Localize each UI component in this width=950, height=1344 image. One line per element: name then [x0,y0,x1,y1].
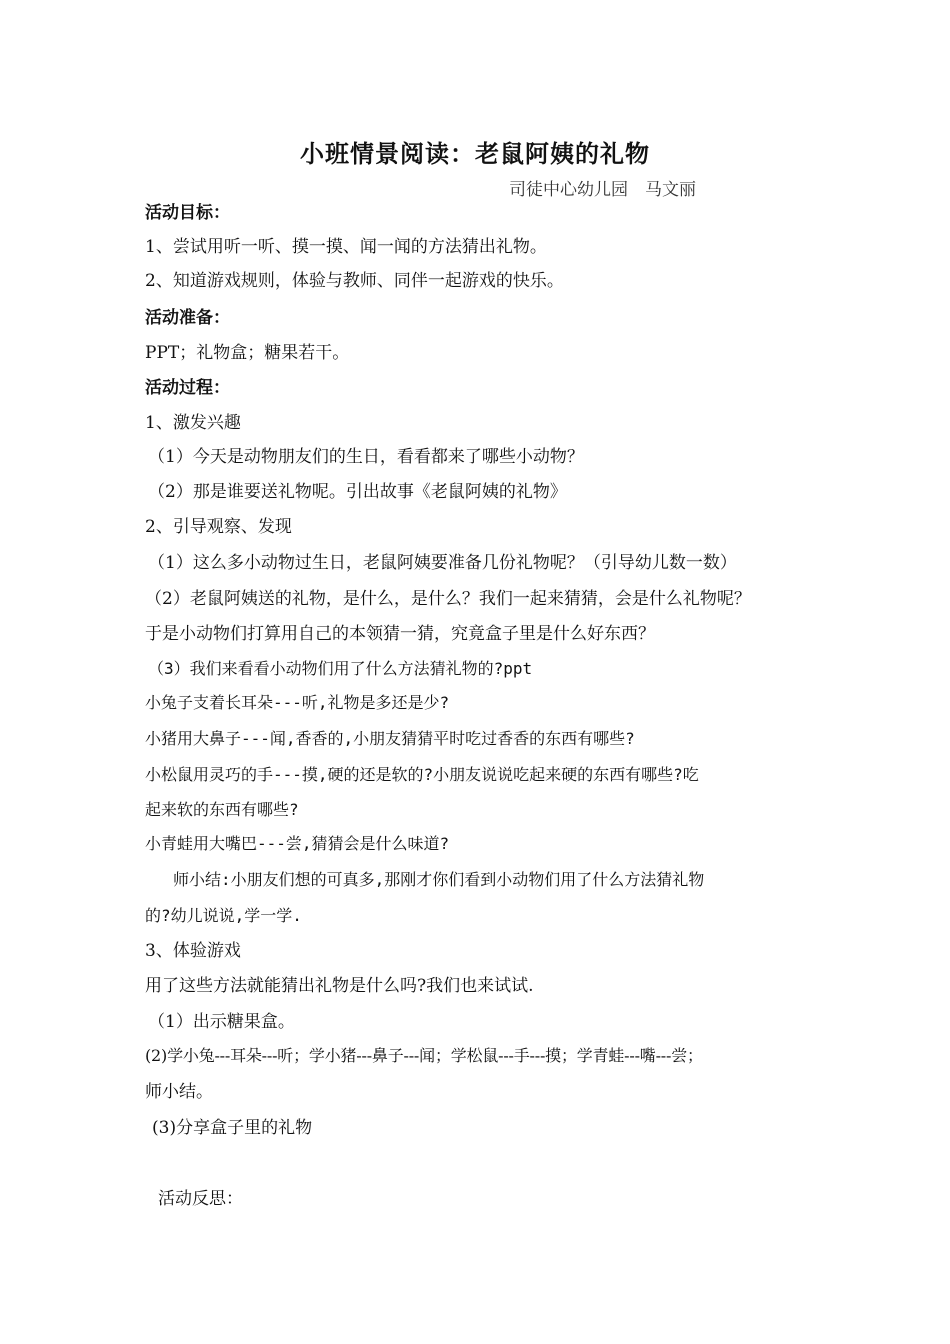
paragraph-line: 小猪用大鼻子---闻,香香的,小朋友猜猜平时吃过香香的东西有哪些? [145,729,635,748]
paragraph-line: 师小结。 [145,1082,213,1102]
section-heading-preparation: 活动准备： [145,308,230,328]
paragraph-line: （1）今天是动物朋友们的生日，看看都来了哪些小动物？ [148,447,584,467]
paragraph-line: (3)分享盒子里的礼物 [152,1118,313,1138]
page-title: 小班情景阅读：老鼠阿姨的礼物 [300,140,650,168]
section-heading-goals: 活动目标： [145,203,230,223]
paragraph-line: 3、体验游戏 [145,941,241,961]
paragraph-line: 用了这些方法就能猜出礼物是什么吗?我们也来试试. [145,976,534,996]
paragraph-line: （2）老鼠阿姨送的礼物，是什么，是什么？我们一起来猜猜，会是什么礼物呢？ [145,589,751,609]
paragraph-line: PPT；礼物盒；糖果若干。 [145,343,350,363]
paragraph-line: 于是小动物们打算用自己的本领猜一猜，究竟盒子里是什么好东西？ [145,624,655,644]
paragraph-line: 2、知道游戏规则，体验与教师、同伴一起游戏的快乐。 [145,271,564,291]
paragraph-line: 1、尝试用听一听、摸一摸、闻一闻的方法猜出礼物。 [145,237,547,257]
paragraph-line: （1）这么多小动物过生日，老鼠阿姨要准备几份礼物呢？（引导幼儿数一数） [148,553,737,573]
paragraph-line: 小青蛙用大嘴巴---尝,猜猜会是什么味道? [145,834,450,853]
paragraph-line: (2)学小兔---耳朵---听；学小猪---鼻子---闻；学松鼠---手---摸；学青蛙---嘴---尝； [145,1046,703,1065]
paragraph-line: （2）那是谁要送礼物呢。引出故事《老鼠阿姨的礼物》 [148,482,567,502]
paragraph-line: 小松鼠用灵巧的手---摸,硬的还是软的?小朋友说说吃起来硬的东西有哪些?吃 [145,765,699,784]
paragraph-line: 师小结:小朋友们想的可真多,那刚才你们看到小动物们用了什么方法猜礼物 [173,870,705,889]
paragraph-line: 小兔子支着长耳朵---听,礼物是多还是少? [145,693,450,712]
paragraph-line: （1）出示糖果盒。 [148,1012,295,1032]
section-heading-process: 活动过程： [145,378,230,398]
section-heading-reflection: 活动反思： [158,1189,243,1209]
paragraph-line: 起来软的东西有哪些? [145,800,299,819]
author-line: 司徒中心幼儿园 马文丽 [509,180,696,200]
paragraph-line: 的?幼儿说说,学一学. [145,906,302,925]
paragraph-line: 2、引导观察、发现 [145,517,292,537]
paragraph-line: 1、激发兴趣 [145,413,241,433]
paragraph-line: （3）我们来看看小动物们用了什么方法猜礼物的?ppt [148,659,533,678]
